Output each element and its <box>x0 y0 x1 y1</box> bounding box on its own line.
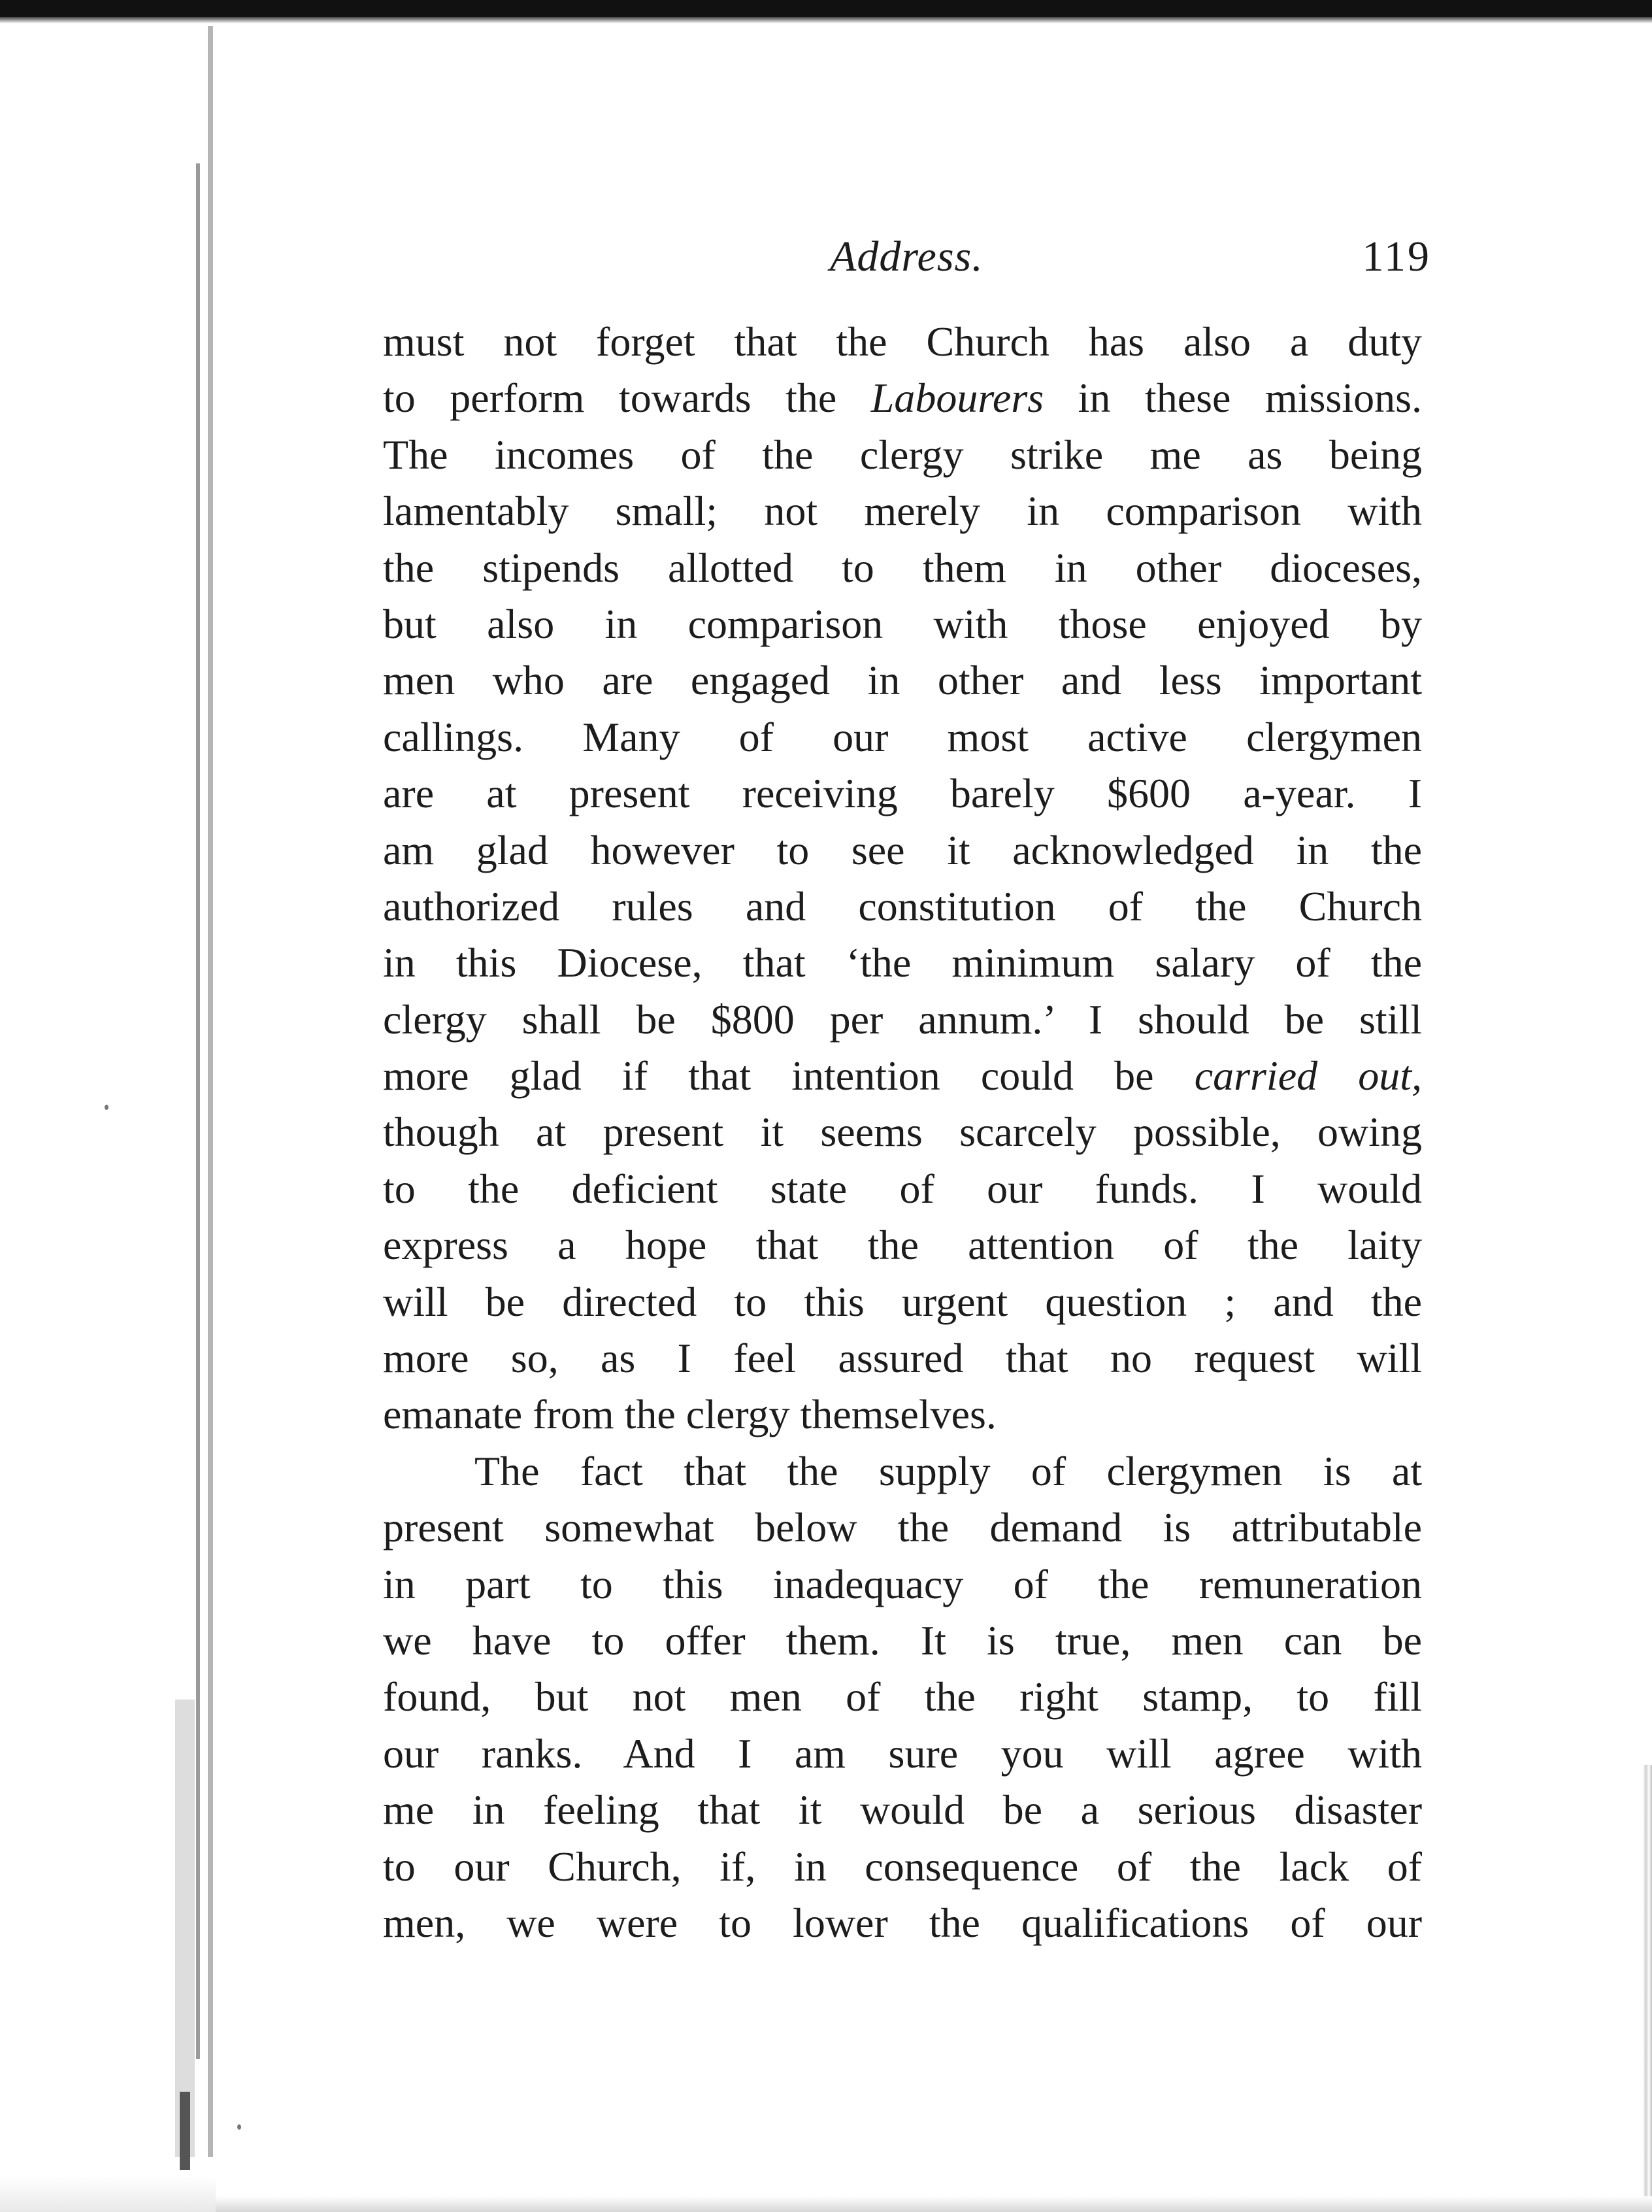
text-line: present somewhat below the demand is attributable <box>383 1504 1422 1551</box>
text-line: me in feeling that it would be a serious disaster <box>383 1786 1422 1834</box>
emphasis: carried out, <box>1194 1052 1422 1099</box>
text-line: but also in comparison with those enjoyed by <box>383 600 1422 647</box>
text-line: will be directed to this urgent question ; and the <box>383 1278 1422 1325</box>
text-line: to the deficient state of our funds. I would <box>383 1165 1422 1212</box>
text-line: men who are engaged in other and less important <box>383 657 1422 704</box>
gutter-shadow <box>196 163 200 2059</box>
text-line: clergy shall be $800 per annum.’ I should be still <box>383 996 1422 1043</box>
emphasis: Labourers <box>870 375 1044 422</box>
text-line: are at present receiving barely $600 a-year. I <box>383 770 1422 817</box>
text-line: the stipends allotted to them in other dioceses, <box>383 544 1422 591</box>
page-edge-bottom <box>216 2196 1652 2212</box>
scan-top-border <box>0 0 1652 17</box>
running-head <box>386 221 1431 293</box>
text-line: The incomes of the clergy strike me as being <box>383 431 1422 478</box>
text-line: to our Church, if, in consequence of the lack of <box>383 1843 1422 1890</box>
paper-speck <box>105 1105 108 1110</box>
text-line: callings. Many of our most active clergymen <box>383 713 1422 760</box>
text-line: in this Diocese, that ‘the minimum salary of the <box>383 939 1422 986</box>
body-text <box>383 314 1422 1951</box>
text-line: our ranks. And I am sure you will agree with <box>383 1730 1422 1777</box>
text-line: in part to this inadequacy of the remuneration <box>383 1560 1422 1607</box>
gutter-shadow <box>175 1700 195 2157</box>
text-line: express a hope that the attention of the laity <box>383 1222 1422 1269</box>
text-line: lamentably small; not merely in comparison with <box>383 488 1422 535</box>
text-line: though at present it seems scarcely possible, owing <box>383 1109 1422 1156</box>
text-line: we have to offer them. It is true, men can be <box>383 1617 1422 1664</box>
paper-speck <box>237 2124 241 2130</box>
text-line: must not forget that the Church has also a duty <box>383 318 1422 365</box>
text-line: authorized rules and constitution of the Church <box>383 882 1422 930</box>
gutter-shadow <box>208 26 213 2157</box>
text-line: more glad if that intention could be carried out, <box>383 1052 1422 1099</box>
gutter-shadow <box>0 2177 216 2212</box>
running-head-title: Address. <box>830 233 983 280</box>
text-line: more so, as I feel assured that no request will <box>383 1335 1422 1382</box>
text-line: found, but not men of the right stamp, to fill <box>383 1673 1422 1720</box>
text-line: am glad however to see it acknowledged in the <box>383 826 1422 873</box>
text-line: The fact that the supply of clergymen is at <box>474 1447 1422 1494</box>
text-line: men, we were to lower the qualifications of our <box>383 1899 1422 1946</box>
gutter-shadow <box>180 2092 190 2170</box>
scan-top-shadow <box>0 17 1652 24</box>
text-line: emanate from the clergy themselves. <box>383 1391 997 1438</box>
page-number: 119 <box>1362 233 1431 280</box>
page-edge-right <box>1643 1765 1652 2212</box>
text-line: to perform towards the Labourers in these missions. <box>383 375 1422 422</box>
